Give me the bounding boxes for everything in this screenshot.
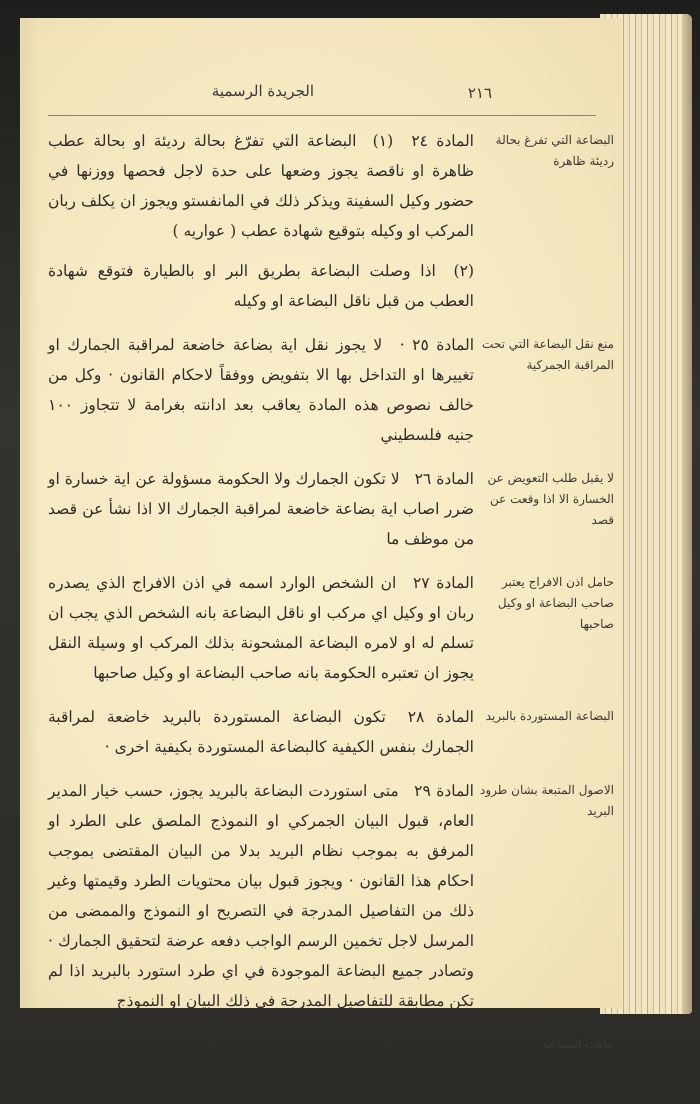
article-29 — [44, 776, 614, 1016]
article-text — [44, 464, 474, 554]
margin-note: الاصول المتبعة بشان طرود البريد — [480, 783, 614, 818]
margin-note: البضاعة التي تفرغ بحالة رديئة ظاهرة — [495, 133, 614, 168]
article-28 — [44, 702, 614, 762]
article-text — [44, 1030, 474, 1090]
article-text — [44, 568, 474, 688]
paragraph-text: متى استوردت البضاعة بالبريد يجوز، حسب خيار المدير العام، قبول البيان الجمركي او النموذج الملصق على الطرد او المرفق به بموجب نظام البريد بدلا من البيان المقتضى بموجب احكام هذا القانون · ويجوز قبول بيان محتويات الطرد وقيمتها وغير ذلك من التفاصيل المدرجة في التصريح او النموذج والممضى من المرسل لاجل تخمين الرسم الواجب دفعه عرضة لتحقيق الجمارك · وتصادر جميع البضاعة الموجودة في اي طرد استورد بالبريد اذا لم تكن مطابقة للتفاصيل المدرجة في ذلك البيان او النموذج — [48, 782, 474, 1010]
paragraph-text: لا يجوز نقل اية بضاعة خاضعة لمراقبة الجمارك او تغييرها او التداخل بها الا بتفويض ووفقاً لاحكام القانون · وكل من خالف نصوص هذه المادة يعاقب بعد ادانته بغرامة لا تتجاوز ١٠٠ جنيه فلسطيني — [48, 336, 474, 444]
margin-note: بيانات البضاعة — [543, 1037, 614, 1051]
article-30 — [44, 1030, 614, 1090]
paragraph-text: اذا وصلت البضاعة بطريق البر او بالطيارة فتوقع شهادة العطب من قبل ناقل البضاعة او وكيله — [48, 262, 474, 310]
margin-note: البضاعة المستوردة بالبريد — [485, 709, 614, 723]
page-number: ٢١٦ — [467, 84, 492, 102]
article-label: المادة ٢٤ — [411, 132, 474, 150]
running-title: الجريدة الرسمية — [211, 82, 314, 100]
article-text — [44, 702, 474, 762]
article-text — [44, 330, 474, 450]
paragraph-number: (٢) — [453, 262, 474, 280]
paragraph-text: البضاعة التي تفرّغ بحالة رديئة او بحالة عطب ظاهرة او ناقصة يجوز وضعها على حدة لاجل فحصها ووزنها في حضور وكيل السفينة ويذكر ذلك في المانفستو ويجوز ان يكلف ربان المركب او وكيله بتوقيع شهادة عطب ( عواريه ) — [48, 132, 474, 240]
article-text — [44, 126, 474, 316]
paragraph — [48, 702, 474, 762]
article-25 — [44, 330, 614, 450]
article-label: المادة ٢٦ — [414, 470, 474, 488]
paragraph-text: تكون البضاعة المستوردة بالبريد خاضعة لمراقبة الجمارك بنفس الكيفية كالبضاعة المستوردة بكيفية اخرى · — [48, 708, 474, 756]
paragraph — [48, 464, 474, 554]
article-label: المادة ٢٥ · — [399, 336, 475, 354]
document-page — [22, 18, 622, 1084]
page-body — [44, 126, 614, 1104]
paragraph — [48, 256, 474, 316]
paragraph — [48, 126, 474, 246]
margin-note: منع نقل البضاعة التي تحت المراقبة الجمركية — [482, 337, 614, 372]
article-text — [44, 776, 474, 1016]
paragraph — [48, 330, 474, 450]
paragraph — [48, 568, 474, 688]
header-rule — [48, 115, 596, 116]
paragraph — [48, 1030, 474, 1090]
paragraph — [48, 776, 474, 1016]
paragraph-text: يجوز وضع وقبول البيانات بالبضاعة الخاضعة لمراقبة الجمارك غير البضاعة الممنوع استيرادها — [48, 1036, 474, 1084]
paragraph-number: (١) — [372, 132, 394, 150]
article-27 — [44, 568, 614, 688]
margin-note: حامل اذن الافراج يعتبر صاحب البضاعة او وكيل صاحبها — [497, 575, 614, 631]
article-24 — [44, 126, 614, 316]
paragraph-text: لا تكون الجمارك ولا الحكومة مسؤولة عن اية خسارة او ضرر اصاب اية بضاعة خاضعة لمراقبة الجمارك الا اذا نشأ عن قصد من موظف ما — [48, 470, 474, 548]
margin-note: لا يقبل طلب التعويض عن الخسارة الا اذا وقعت عن قصد — [487, 471, 614, 527]
article-label: المادة ٣٠ — [411, 1036, 474, 1054]
article-26 — [44, 464, 614, 554]
article-label: المادة ٢٩ — [414, 782, 474, 800]
article-label: المادة ٢٨ — [407, 708, 474, 726]
article-label: المادة ٢٧ — [412, 574, 474, 592]
paragraph-text: ان الشخص الوارد اسمه في اذن الافراج الذي يصدره ربان او وكيل اي مركب او ناقل البضاعة بانه الشخص الذي يجب ان تسلم له او لامره البضاعة المشحونة بذلك المركب او وسيلة النقل يجوز ان تعتبره الحكومة بانه صاحب البضاعة او وكيل صاحبها — [48, 574, 474, 682]
page-header — [42, 80, 612, 110]
